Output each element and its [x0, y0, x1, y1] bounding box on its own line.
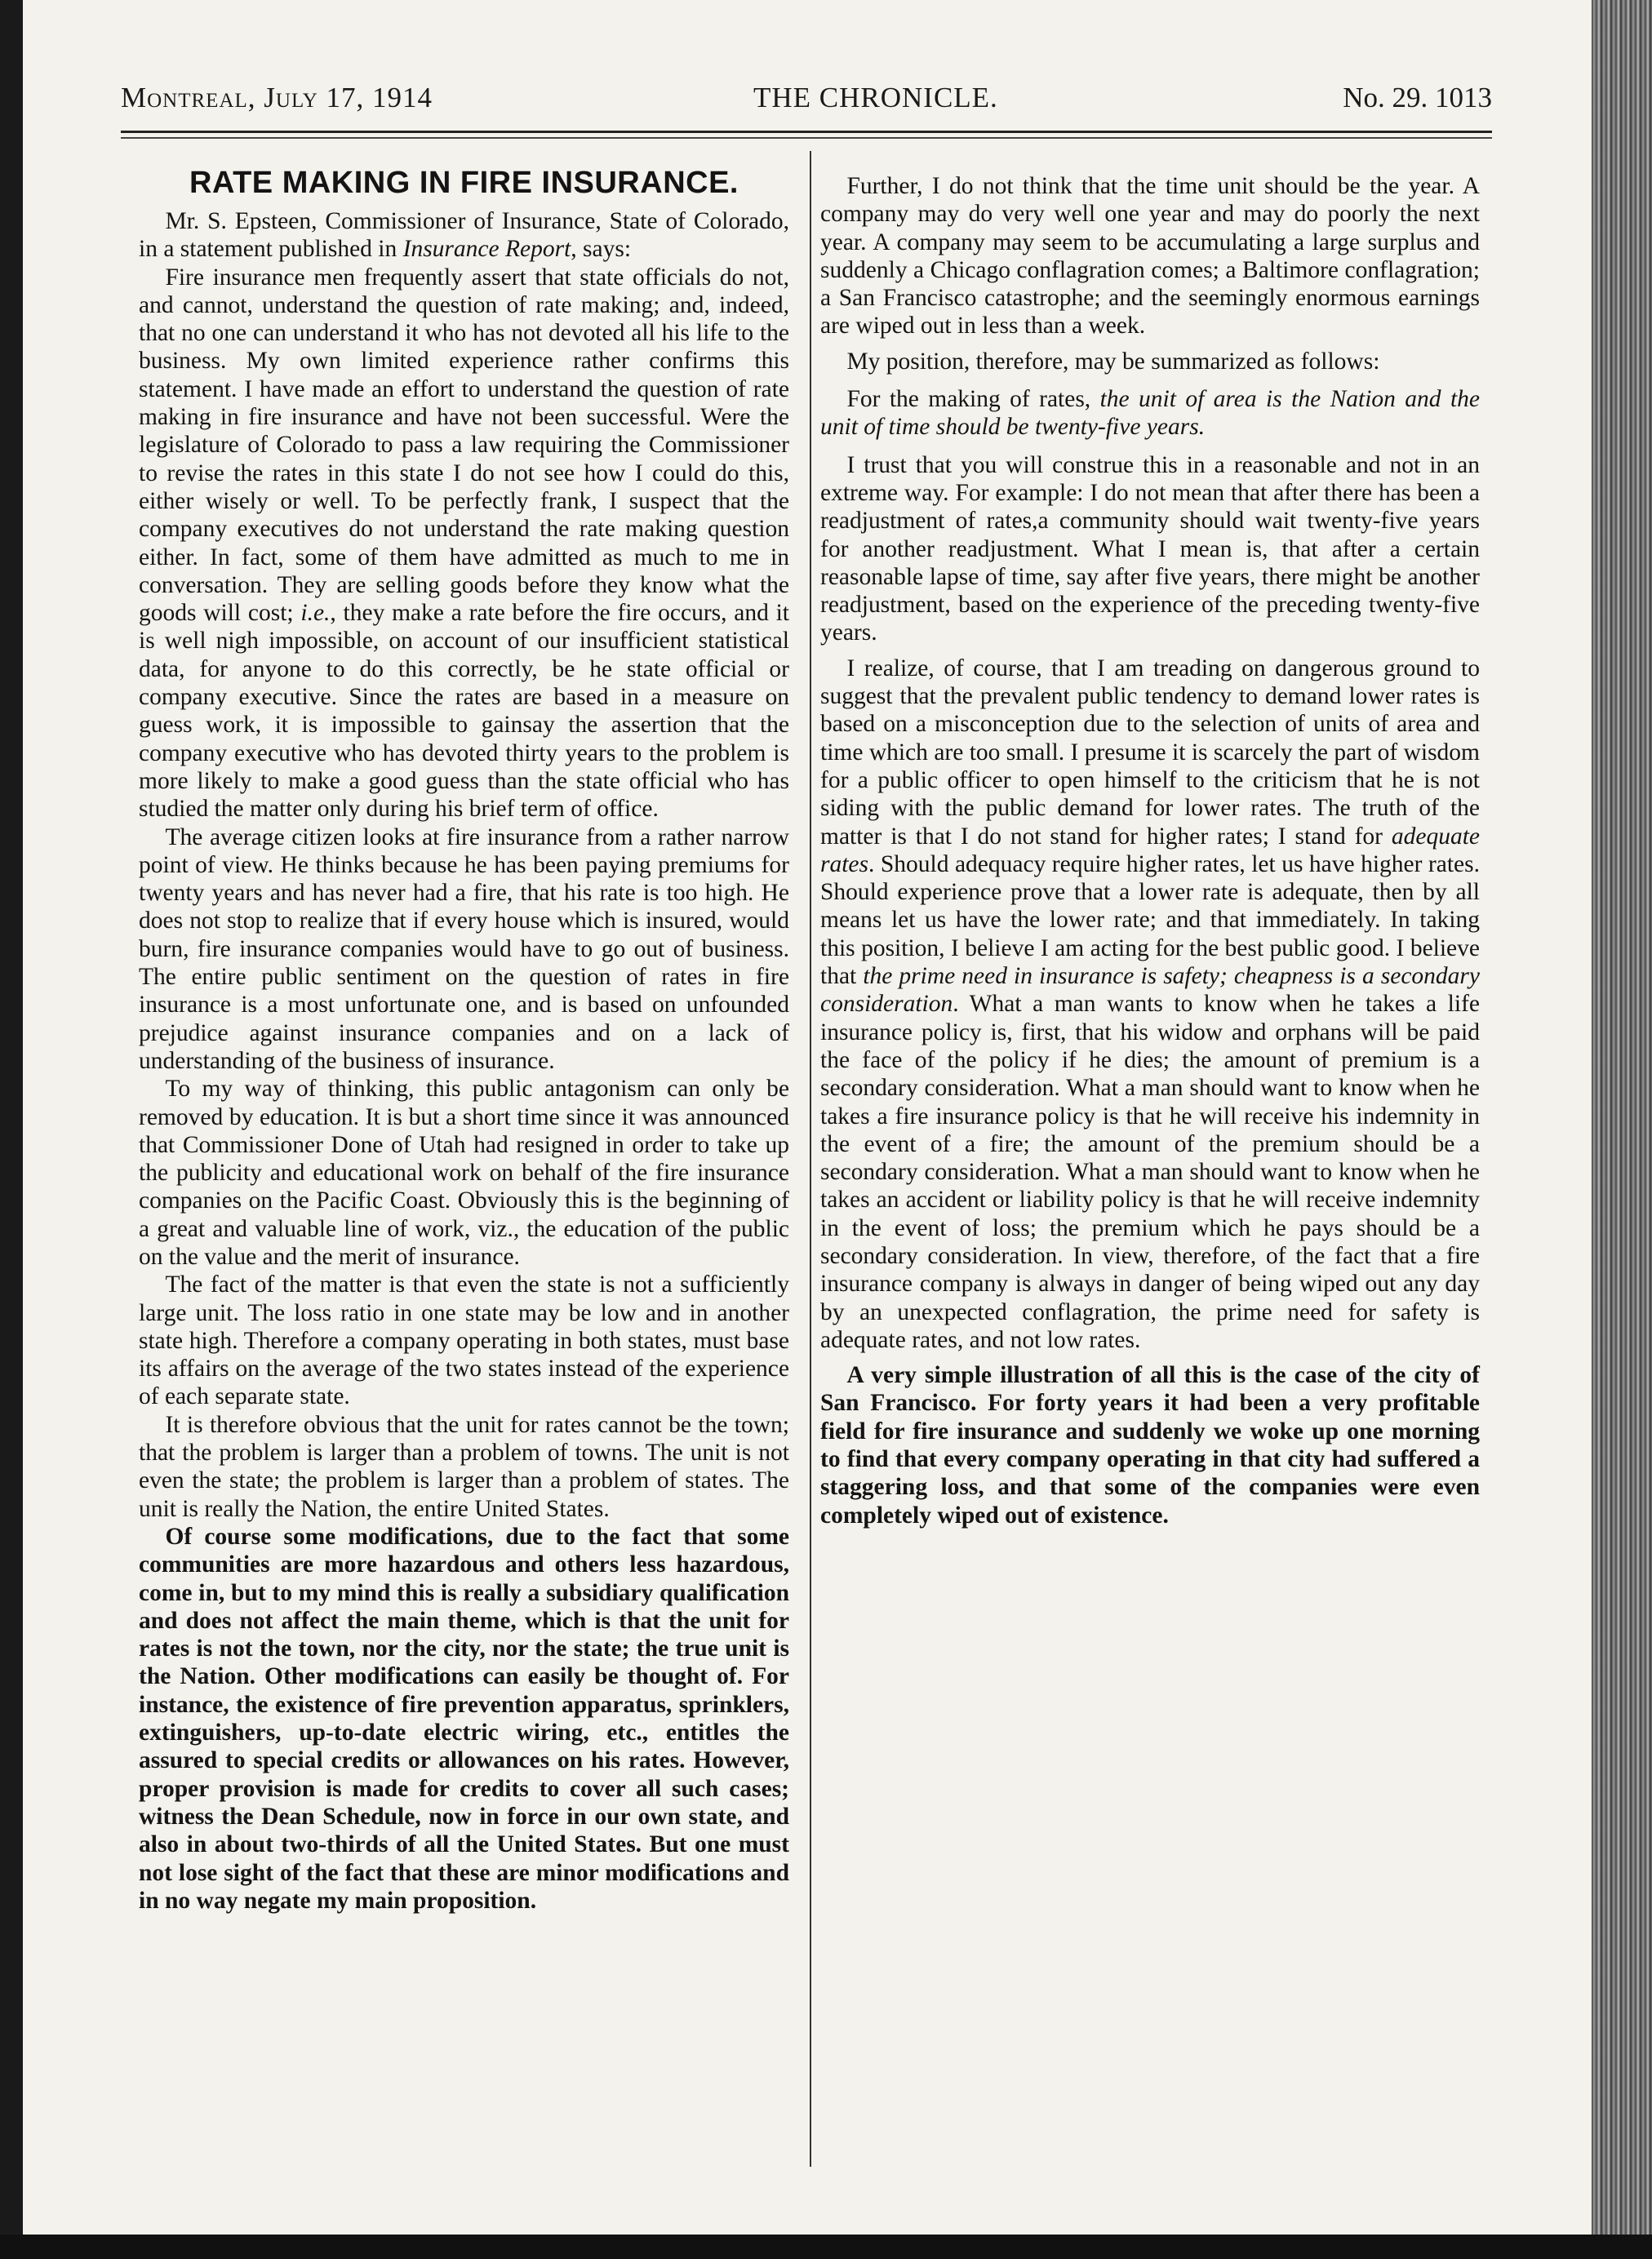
paragraph-2: The average citizen looks at fire insurance from a rather narrow point of view. He thinks because he has been paying premiums for twenty years and has never had a fire, that his rate is too high. He does not stop to realize that if every house which is insured, would burn, fire insurance companies would have to go out of business. The entire public sentiment on the question of rates in fire insurance is a most unfortunate one, and is based on unfounded prejudice against insurance companies and on a lack of understanding of the business of insurance. — [139, 823, 789, 1074]
column-divider — [810, 151, 811, 2167]
paragraph-3: To my way of thinking, this public antagonism can only be removed by education. It is but a short time since it was announced that Commissioner Done of Utah had resigned in order to take up the publicity and educational work on behalf of the fire insurance companies on the Pacific Coast. Obviously this is the beginning of a great and valuable line of work, viz., the education of the public on the value and the merit of insurance. — [139, 1076, 789, 1270]
paragraph-7: Further, I do not think that the time unit should be the year. A company may do very well one year and may do poorly the next year. A company may seem to be accumulating a large surplus and suddenly a Chicago conflagration comes; a Baltimore conflagration; a San Francisco catastrophe; and the seemingly enormous earnings are wiped out in less than a week. — [820, 173, 1480, 340]
paragraph-12: A very simple illustration of all this is the case of the city of San Francisco. For forty years it had been a very profitable field for fire insurance and suddenly we woke up one morning to find that every company operating in that city had suffered a staggering loss, and that some of the companies were even completely wiped out of existence. — [820, 1362, 1480, 1529]
header-rule — [121, 131, 1492, 133]
paragraph-4: The fact of the matter is that even the state is not a sufficiently large unit. The loss ratio in one state may be low and in another state high. Therefore a company operating in both states, must base its affairs on the average of the two states instead of the experience of each separate state. — [139, 1272, 789, 1410]
scan-border — [0, 2235, 1652, 2259]
header-publication-title: THE CHRONICLE. — [753, 82, 998, 113]
book-binding-edge — [1592, 0, 1652, 2259]
article-title: RATE MAKING IN FIRE INSURANCE. — [189, 166, 739, 200]
header-rule-thin — [121, 137, 1492, 139]
paragraph-1: Fire insurance men frequently assert that state officials do not, and cannot, understand the question of rate making; and, indeed, that no one can understand it who has not devoted all his life to the business. My own limited experience rather confirms this statement. I have made an effort to understand the question of rate making in fire insurance and have not been successful. Were the legislature of Colorado to pass a law requiring the Commissioner to revise the rates in this state I do not see how I could do this, either wisely or well. To be perfectly frank, I suspect that the company executives do not understand the rate making question either. In fact, some of them have admitted as much to me in conversation. They are selling goods before they know what the goods will cost; i.e., they make a rate before the fire occurs, and it is well nigh impossible, on account of our insufficient statistical data, for anyone to do this correctly, be he state official or company executive. Since the rates are based in a measure on guess work, it is impossible to gainsay the assertion that the company executive who has devoted thirty years to the problem is more likely to make a good guess than the state official who has studied the matter only during his brief term of office. — [139, 264, 790, 823]
header-date: Montreal, July 17, 1914 — [121, 82, 433, 113]
paragraph-5: It is therefore obvious that the unit for rates cannot be the town; that the problem is larger than a problem of towns. The unit is not even the state; the problem is larger than a problem of states. The unit is really the Nation, the entire United States. — [139, 1411, 789, 1522]
running-header — [121, 82, 1492, 122]
intro-paragraph: Mr. S. Epsteen, Commissioner of Insurance, State of Colorado, in a statement published in Insurance Report, says: — [139, 208, 789, 263]
paragraph-8: My position, therefore, may be summarized as follows: — [846, 348, 1380, 375]
paragraph-9: For the making of rates, the unit of area is the Nation and the unit of time should be twenty-five years. — [820, 386, 1480, 441]
right-column — [820, 165, 1480, 1529]
paragraph-10: I trust that you will construe this in a reasonable and not in an extreme way. For example: I do not mean that after there has been a readjustment of rates,a community should wait twenty-five years for another readjustment. What I mean is, that after a certain reasonable lapse of time, say after five years, there might be another readjustment, based on the experience of the preceding twenty-five years. — [820, 451, 1480, 646]
paragraph-11: I realize, of course, that I am treading on dangerous ground to suggest that the prevalent public tendency to demand lower rates is based on a misconception due to the selection of units of area and time which are too small. I presume it is scarcely the part of wisdom for a public officer to open himself to the criticism that he is not siding with the public demand for lower rates. The truth of the matter is that I do not stand for higher rates; I stand for adequate rates. Should adequacy require higher rates, let us have higher rates. Should experience prove that a lower rate is adequate, then by all means let us have the lower rate; and that immediately. In taking this position, I believe I am acting for the best public good. I believe that the prime need in insurance is safety; cheapness is a secondary consideration. What a man wants to know when he takes a life insurance policy is, first, that his widow and orphans will be paid the face of the policy if he dies; the amount of premium is a secondary consideration. What a man should want to know when he takes a fire insurance policy is that he will receive his indemnity in the event of a fire; the amount of the premium should be a secondary consideration. What a man should want to know when he takes an accident or liability policy is that he will receive indemnity in the event of loss; the premium which he pays should be a secondary consideration. In view, therefore, of the fact that a fire insurance company is always in danger of being wiped out any day by an unexpected conflagration, the prime need for safety is adequate rates, and not low rates. — [820, 655, 1480, 1353]
left-column — [139, 165, 789, 1915]
paragraph-6: Of course some modifications, due to the fact that some communities are more hazardous and others less hazardous, come in, but to my mind this is really a subsidiary qualification and does not affect the main theme, which is that the unit for rates is not the town, nor the city, nor the state; the true unit is the Nation. Other modifications can easily be thought of. For instance, the existence of fire prevention apparatus, sprinklers, extinguishers, up-to-date electric wiring, etc., entitles the assured to special credits or allowances on his rates. However, proper provision is made for credits to cover all such cases; witness the Dean Schedule, now in force in our own state, and also in about two-thirds of all the United States. But one must not lose sight of the fact that these are minor modifications and in no way negate my main proposition. — [139, 1523, 789, 1914]
header-issue-page: No. 29. 1013 — [1343, 82, 1492, 113]
